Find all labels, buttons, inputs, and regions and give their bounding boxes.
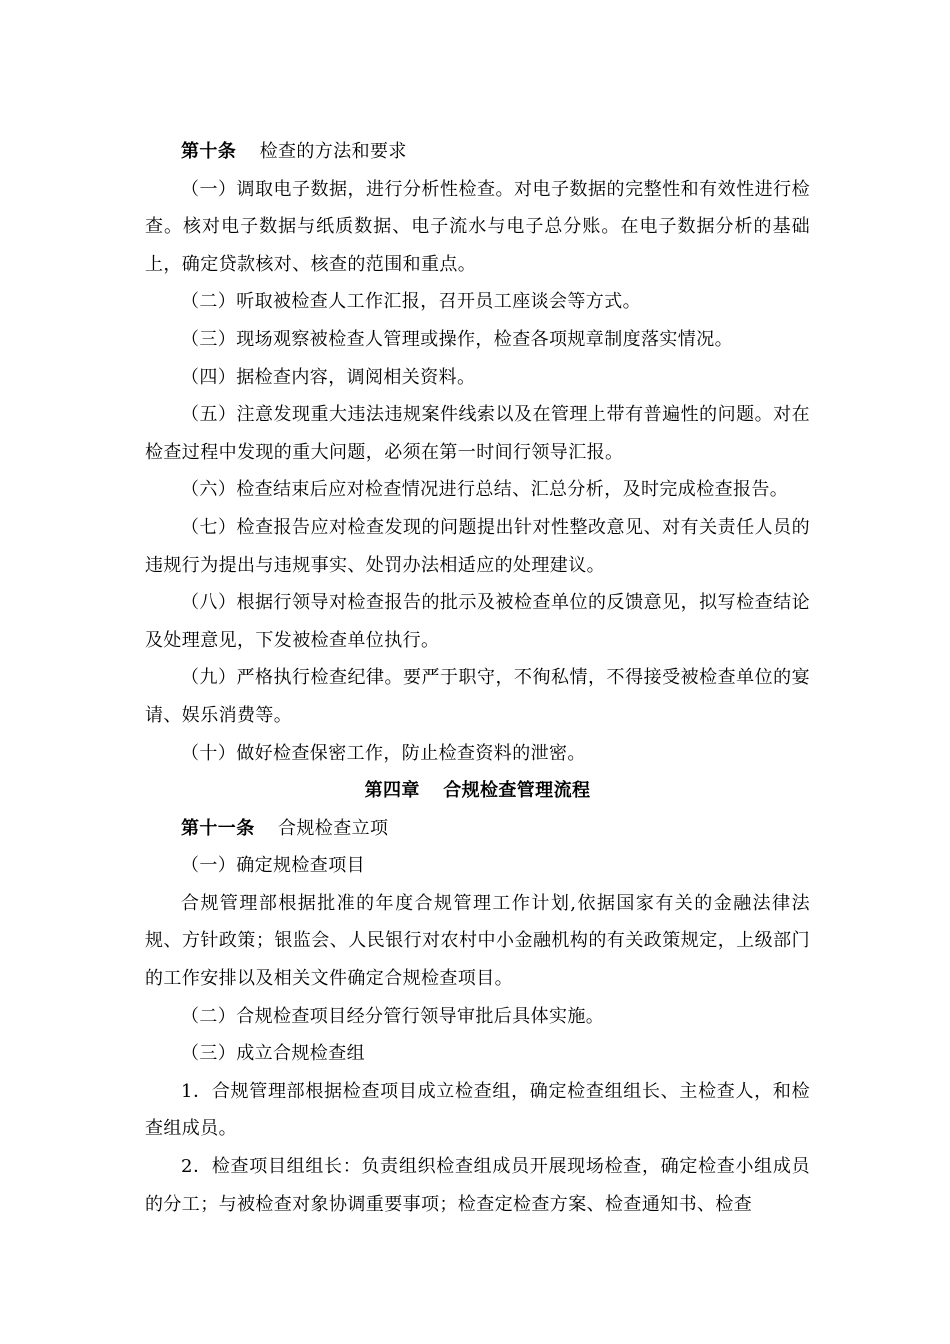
- article-10-item-8: （八）根据行领导对检查报告的批示及被检查单位的反馈意见，拟写检查结论及处理意见，下发被检查单位执行。: [145, 592, 810, 651]
- document-body: [145, 133, 810, 1223]
- article-10-item-3: （三）现场观察被检查人管理或操作，检查各项规章制度落实情况。: [181, 328, 733, 350]
- article-10-item-2: （二）听取被检查人工作汇报，召开员工座谈会等方式。: [181, 291, 641, 313]
- article-10-number: 第十条: [181, 141, 237, 162]
- article-10-item-5: （五）注意发现重大违法违规案件线索以及在管理上带有普遍性的问题。对在检查过程中发现的重大问题，必须在第一时间行领导汇报。: [145, 404, 810, 463]
- article-11-item-1-body: 合规管理部根据批准的年度合规管理工作计划,依据国家有关的金融法律法规、方针政策；银监会、人民银行对农村中小金融机构的有关政策规定，上级部门的工作安排以及相关文件确定合规检查项目。: [145, 892, 810, 990]
- chapter-4-number: 第四章: [364, 780, 420, 802]
- article-11-sub-item-1: 1．合规管理部根据检查项目成立检查组，确定检查组组长、主检查人，和检查组成员。: [145, 1080, 810, 1140]
- article-10-item-9: （九）严格执行检查纪律。要严于职守，不徇私情，不得接受被检查单位的宴请、娱乐消费等。: [145, 667, 810, 726]
- article-10-item-1: （一）调取电子数据，进行分析性检查。对电子数据的完整性和有效性进行检查。核对电子数据与纸质数据、电子流水与电子总分账。在电子数据分析的基础上，确定贷款核对、核查的范围和重点。: [145, 178, 810, 275]
- article-11-heading: [145, 810, 810, 848]
- article-10-title: 检查的方法和要求: [259, 141, 407, 162]
- article-11-sub-item-2: 2．检查项目组组长：负责组织检查组成员开展现场检查，确定检查小组成员的分工；与被检查对象协调重要事项；检查定检查方案、检查通知书、检查: [145, 1156, 810, 1215]
- chapter-4-heading: [145, 772, 810, 810]
- article-11-item-1-heading: （一）确定规检查项目: [181, 855, 365, 877]
- article-10-item-10: （十）做好检查保密工作，防止检查资料的泄密。: [181, 742, 586, 764]
- article-10-item-6: （六）检查结束后应对检查情况进行总结、汇总分析，及时完成检查报告。: [181, 479, 789, 501]
- article-10-heading: [145, 133, 810, 171]
- article-11-item-3-heading: （三）成立合规检查组: [181, 1043, 365, 1065]
- article-11-number: 第十一条: [181, 817, 255, 839]
- article-11-title: 合规检查立项: [278, 817, 389, 839]
- chapter-4-title: 合规检查管理流程: [443, 780, 591, 802]
- article-10-item-4: （四）据检查内容，调阅相关资料。: [181, 366, 476, 388]
- article-11-item-2: （二）合规检查项目经分管行领导审批后具体实施。: [181, 1005, 605, 1027]
- article-10-item-7: （七）检查报告应对检查发现的问题提出针对性整改意见、对有关责任人员的违规行为提出与违规事实、处罚办法相适应的处理建议。: [145, 516, 810, 576]
